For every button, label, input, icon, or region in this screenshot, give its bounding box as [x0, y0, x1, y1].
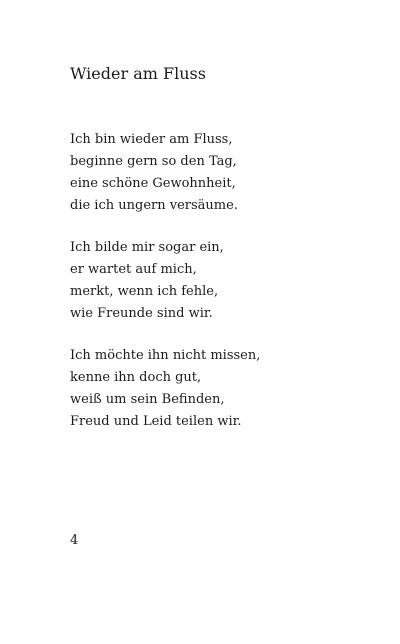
poem-line: Ich bilde mir sogar ein, — [70, 240, 224, 255]
poem-line: kenne ihn doch gut, — [70, 370, 202, 385]
poem-line: eine schöne Gewohnheit, — [70, 176, 236, 191]
page-number: 4 — [70, 533, 79, 548]
poem-body — [70, 129, 370, 453]
poem-line: Ich bin wieder am Fluss, — [70, 132, 233, 147]
poem-line: merkt, wenn ich fehle, — [70, 284, 219, 299]
stanza-1 — [70, 129, 370, 217]
stanza-3 — [70, 345, 370, 433]
poem-line: wie Freunde sind wir. — [70, 306, 213, 321]
poem-line: beginne gern so den Tag, — [70, 154, 237, 169]
poem-line: er wartet auf mich, — [70, 262, 197, 277]
poem-line: Freud und Leid teilen wir. — [70, 414, 242, 429]
poem-title: Wieder am Fluss — [70, 64, 206, 83]
poem-line: Ich möchte ihn nicht missen, — [70, 348, 261, 363]
poem-line: weiß um sein Befinden, — [70, 392, 225, 407]
stanza-2 — [70, 237, 370, 325]
poem-line: die ich ungern versäume. — [70, 198, 238, 213]
